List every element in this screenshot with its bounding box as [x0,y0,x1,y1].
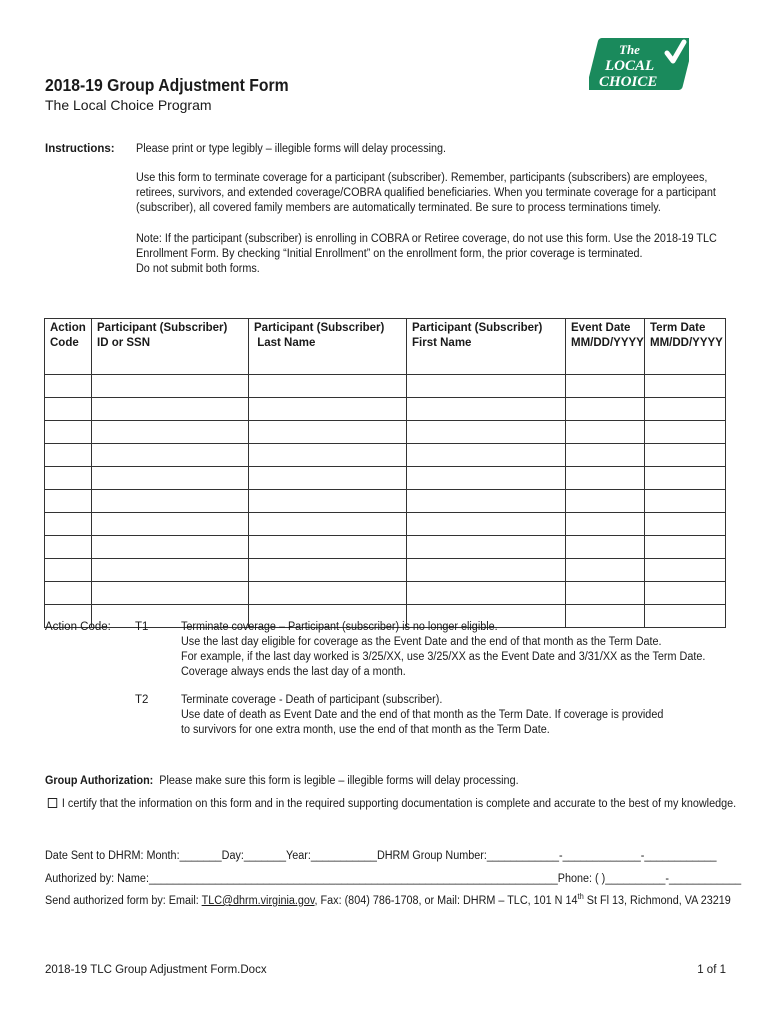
code-t2: T2 [135,694,149,706]
cell-first-name[interactable] [407,375,566,398]
cell-term-date[interactable] [645,444,726,467]
cell-action-code[interactable] [45,513,92,536]
header-last-name: Participant (Subscriber) Last Name [249,319,407,375]
code-t1: T1 [135,621,149,633]
form-title: 2018-19 Group Adjustment Form [45,75,289,95]
authorized-by-line[interactable]: Authorized by: Name:____________________________________________________________________Phone: ( )__________-____________ [45,873,742,885]
instructions-note [136,232,716,277]
instructions-p2-line: (subscriber), all covered family members are automatically terminated. Be sure to process terminations timely. [136,202,661,214]
instructions-p2-line: Use this form to terminate coverage for a participant (subscriber). Remember, participants (subscribers) are employees, [136,172,708,184]
send-instructions: Send authorized form by: Email: TLC@dhrm.virginia.gov, Fax: (804) 786-1708, or Mail: DHRM – TLC, 101 N 14th St Fl 13, Richmond, VA 23219 [45,892,731,907]
instructions-label: Instructions: [45,143,115,155]
cell-id-ssn[interactable] [92,444,249,467]
table-row [45,467,726,490]
cell-event-date[interactable] [566,536,645,559]
cell-last-name[interactable] [249,421,407,444]
program-name: The Local Choice Program [45,97,212,113]
logo-text-local: LOCAL [605,58,655,74]
instructions-note-line: Do not submit both forms. [136,263,260,275]
code-t2-description: Terminate coverage - Death of participant (subscriber). Use date of death as Event Date and the end of that month as the Term Date. If coverage is provided to survivors for one extra month, use the end of that month as the Term Date. [181,694,664,736]
cell-event-date[interactable] [566,398,645,421]
cell-first-name[interactable] [407,398,566,421]
cell-event-date[interactable] [566,421,645,444]
certify-checkbox[interactable] [48,798,57,808]
cell-id-ssn[interactable] [92,467,249,490]
cell-term-date[interactable] [645,490,726,513]
cell-id-ssn[interactable] [92,513,249,536]
cell-id-ssn[interactable] [92,490,249,513]
cell-term-date[interactable] [645,513,726,536]
cell-first-name[interactable] [407,490,566,513]
cell-first-name[interactable] [407,559,566,582]
instructions-p2 [136,171,716,216]
cell-action-code[interactable] [45,467,92,490]
cell-id-ssn[interactable] [92,536,249,559]
table-row [45,559,726,582]
cell-event-date[interactable] [566,444,645,467]
action-code-label: Action Code: [45,621,111,633]
cell-last-name[interactable] [249,444,407,467]
table-row [45,490,726,513]
table-row [45,398,726,421]
instructions-note-line: Note: If the participant (subscriber) is enrolling in COBRA or Retiree coverage, do not use this form. Use the 2018-19 TLC [136,233,717,245]
table-row [45,444,726,467]
cell-term-date[interactable] [645,375,726,398]
table-row [45,513,726,536]
table-header-row [45,319,726,375]
cell-id-ssn[interactable] [92,375,249,398]
cell-first-name[interactable] [407,536,566,559]
cell-action-code[interactable] [45,559,92,582]
cell-id-ssn[interactable] [92,421,249,444]
header-event-date: Event Date MM/DD/YYYY [566,319,645,375]
cell-term-date[interactable] [645,536,726,559]
cell-event-date[interactable] [566,375,645,398]
cell-id-ssn[interactable] [92,582,249,605]
cell-last-name[interactable] [249,467,407,490]
local-choice-logo [589,37,689,91]
date-sent-line[interactable]: Date Sent to DHRM: Month:_______Day:_______Year:___________DHRM Group Number:____________-_____________-____________ [45,850,717,862]
cell-event-date[interactable] [566,559,645,582]
cell-first-name[interactable] [407,467,566,490]
cell-event-date[interactable] [566,490,645,513]
page-number: 1 of 1 [697,964,726,976]
cell-last-name[interactable] [249,536,407,559]
instructions-note-line: Enrollment Form. By checking “Initial Enrollment” on the enrollment form, the prior coverage is terminated. [136,248,643,260]
cell-event-date[interactable] [566,513,645,536]
cell-first-name[interactable] [407,444,566,467]
cell-first-name[interactable] [407,421,566,444]
cell-id-ssn[interactable] [92,559,249,582]
logo-text-the: The [619,42,640,57]
cell-action-code[interactable] [45,490,92,513]
code-t1-description: Terminate coverage – Participant (subscriber) is no longer eligible. Use the last day eligible for coverage as the Event Date and the end of that month as the Term Date. For example, if the last day worked is 3/25/XX, use 3/25/XX as the Event Date and 3/31/XX as the Term Date. Coverage always ends the last day of a month. [181,621,706,678]
adjustment-table [44,318,726,628]
footer-filename: 2018-19 TLC Group Adjustment Form.Docx [45,964,267,976]
certify-text: I certify that the information on this form and in the required supporting documentation is complete and accurate to the best of my knowledge. [61,798,737,810]
cell-event-date[interactable] [566,467,645,490]
cell-term-date[interactable] [645,559,726,582]
cell-term-date[interactable] [645,398,726,421]
cell-last-name[interactable] [249,375,407,398]
table-row [45,421,726,444]
cell-action-code[interactable] [45,582,92,605]
cell-id-ssn[interactable] [92,398,249,421]
cell-action-code[interactable] [45,421,92,444]
cell-term-date[interactable] [645,582,726,605]
group-authorization-text: Please make sure this form is legible – illegible forms will delay processing. [153,775,519,787]
group-authorization [45,774,549,789]
cell-term-date[interactable] [645,467,726,490]
email-link[interactable]: TLC@dhrm.virginia.gov [201,895,315,907]
cell-last-name[interactable] [249,490,407,513]
header-action-code: Action Code [45,319,92,375]
header-term-date: Term Date MM/DD/YYYY [645,319,726,375]
table-row [45,375,726,398]
certify-row [45,797,770,812]
cell-last-name[interactable] [249,582,407,605]
cell-term-date[interactable] [645,421,726,444]
group-authorization-label: Group Authorization: [45,775,154,787]
header-id-ssn: Participant (Subscriber) ID or SSN [92,319,249,375]
cell-action-code[interactable] [45,375,92,398]
instructions-p2-line: retirees, survivors, and extended coverage/COBRA qualified beneficiaries. When you terminate coverage for a participant [136,187,716,199]
header-first-name: Participant (Subscriber) First Name [407,319,566,375]
cell-first-name[interactable] [407,582,566,605]
cell-last-name[interactable] [249,559,407,582]
cell-action-code[interactable] [45,444,92,467]
cell-event-date[interactable] [566,582,645,605]
instructions-p1: Please print or type legibly – illegible forms will delay processing. [136,143,447,155]
cell-last-name[interactable] [249,513,407,536]
cell-last-name[interactable] [249,398,407,421]
cell-action-code[interactable] [45,398,92,421]
table-row [45,536,726,559]
cell-action-code[interactable] [45,536,92,559]
logo-text-choice: CHOICE [599,74,658,90]
cell-first-name[interactable] [407,513,566,536]
table-row [45,582,726,605]
